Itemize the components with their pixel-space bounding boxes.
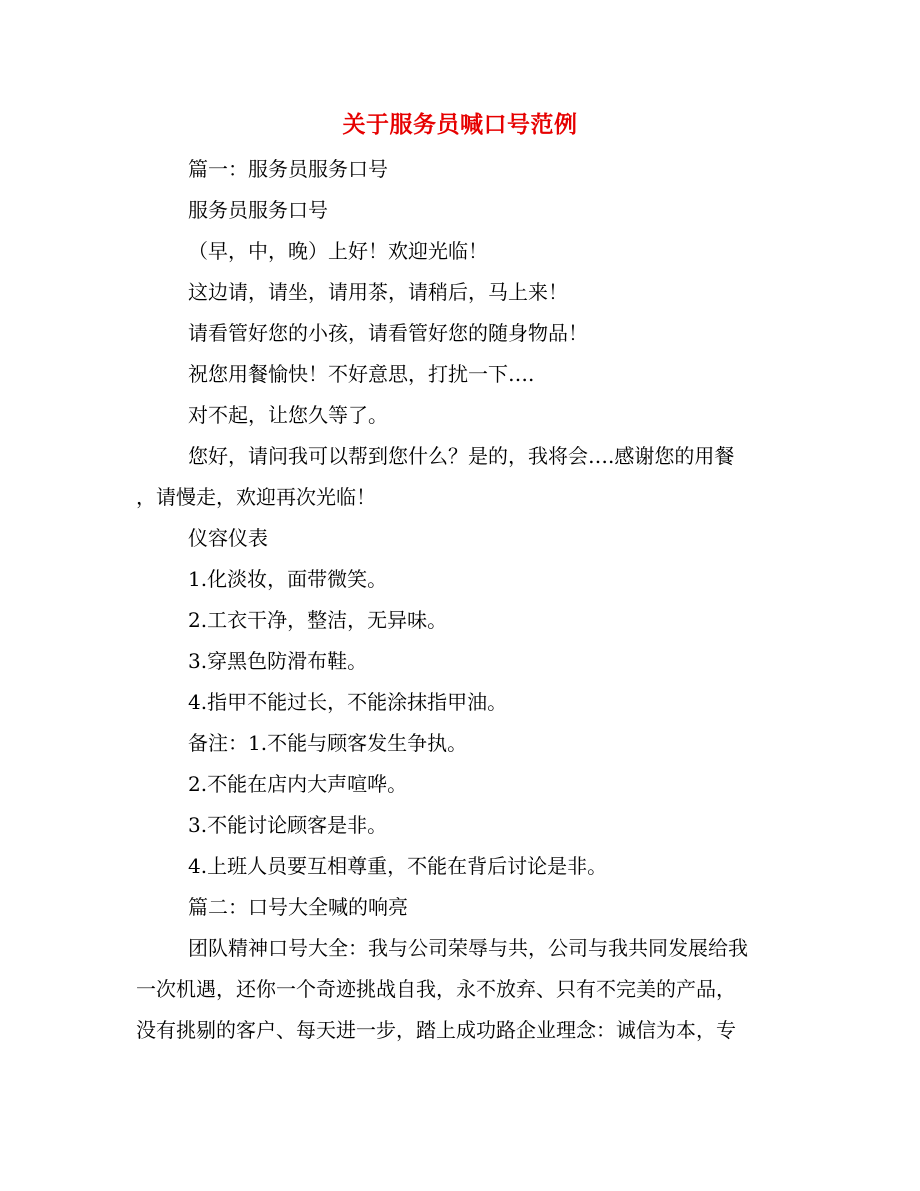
- paragraph-line: 服务员服务口号: [188, 198, 328, 222]
- paragraph-line: 备注：1.不能与顾客发生争执。: [188, 731, 468, 755]
- paragraph-line: 祝您用餐愉快！不好意思，打扰一下….: [188, 362, 535, 386]
- paragraph-line: 3.穿黑色防滑布鞋。: [188, 649, 368, 673]
- document-title: 关于服务员喊口号范例: [342, 111, 578, 138]
- paragraph-line: 4.上班人员要互相尊重，不能在背后讨论是非。: [188, 854, 608, 878]
- paragraph-line: 没有挑剔的客户、每天进一步，踏上成功路企业理念：诚信为本，专: [136, 1018, 736, 1042]
- paragraph-line: 请看管好您的小孩，请看管好您的随身物品！: [188, 321, 588, 345]
- paragraph-line: 对不起，让您久等了。: [188, 403, 388, 427]
- paragraph-line: （早，中，晚）上好！欢迎光临！: [188, 239, 488, 263]
- paragraph-line: 您好，请问我可以帮到您什么？是的，我将会….感谢您的用餐: [188, 444, 735, 468]
- paragraph-line: 2.工衣干净，整洁，无异味。: [188, 608, 448, 632]
- paragraph-line: 篇二：口号大全喊的响亮: [188, 895, 408, 919]
- paragraph-line: 3.不能讨论顾客是非。: [188, 813, 388, 837]
- paragraph-line: 1.化淡妆，面带微笑。: [188, 567, 388, 591]
- paragraph-line: 篇一：服务员服务口号: [188, 157, 388, 181]
- paragraph-line: 仪容仪表: [188, 526, 268, 550]
- paragraph-line: 团队精神口号大全：我与公司荣辱与共，公司与我共同发展给我: [188, 936, 748, 960]
- paragraph-line: ，请慢走，欢迎再次光临！: [136, 485, 376, 509]
- paragraph-line: 4.指甲不能过长，不能涂抹指甲油。: [188, 690, 508, 714]
- paragraph-line: 一次机遇，还你一个奇迹挑战自我，永不放弃、只有不完美的产品，: [136, 977, 736, 1001]
- paragraph-line: 2.不能在店内大声喧哗。: [188, 772, 408, 796]
- paragraph-line: 这边请，请坐，请用茶，请稍后，马上来！: [188, 280, 568, 304]
